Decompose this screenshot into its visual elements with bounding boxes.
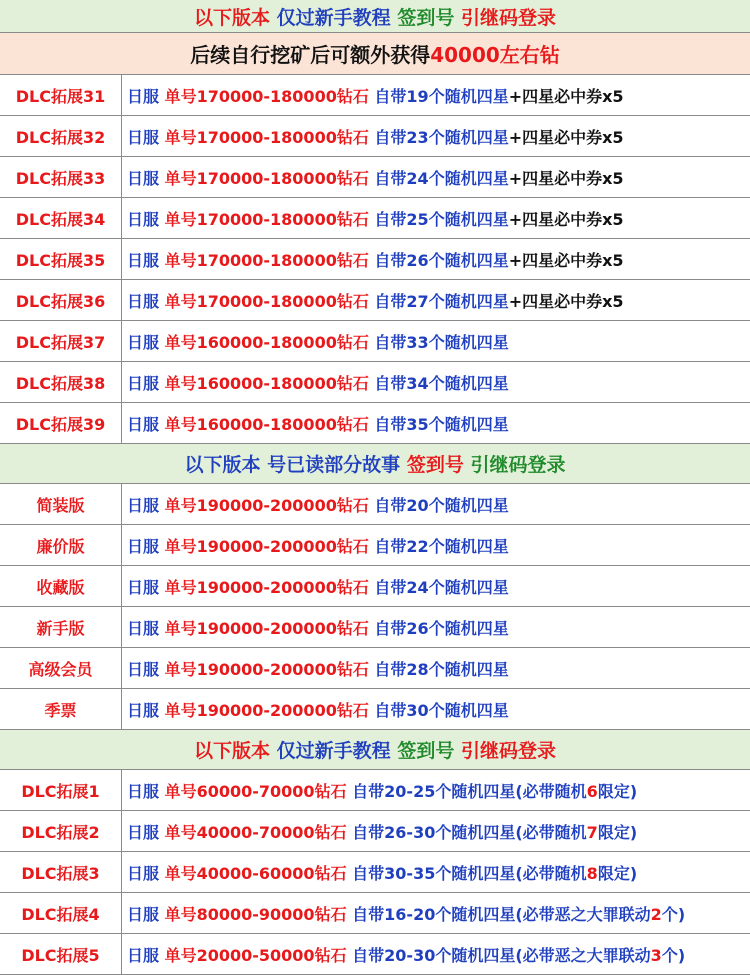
version-name: DLC拓展34 (0, 198, 122, 238)
table-row (0, 116, 750, 157)
diamond-detail: 单号170000-180000钻石 (164, 209, 369, 229)
table-row (0, 689, 750, 730)
diamond-detail: 单号170000-180000钻石 (164, 86, 369, 106)
version-name: DLC拓展38 (0, 362, 122, 402)
version-name: DLC拓展31 (0, 75, 122, 115)
section1-title-b: 仅过新手教程 (276, 6, 391, 29)
version-name: DLC拓展4 (0, 893, 122, 933)
paren-end: 限定) (597, 863, 638, 883)
diamond-detail: 单号170000-180000钻石 (164, 250, 369, 270)
server-label: 日服 (127, 250, 160, 270)
bonus-text: 自带22个随机四星 (374, 536, 509, 556)
server-label: 日服 (127, 168, 160, 188)
server-label: 日服 (127, 127, 160, 147)
paren-text: (必带随机 (515, 822, 587, 842)
section3-title-c: 签到号 (397, 740, 455, 762)
version-name: DLC拓展33 (0, 157, 122, 197)
server-label: 日服 (127, 291, 160, 311)
bonus-text: 自带34个随机四星 (374, 373, 509, 393)
version-name: DLC拓展3 (0, 852, 122, 892)
bonus-text: 自带35个随机四星 (374, 414, 509, 434)
table-row (0, 403, 750, 444)
diamond-detail: 单号170000-180000钻石 (164, 127, 369, 147)
diamond-detail: 单号20000-50000钻石 (164, 945, 347, 965)
bonus-text: 自带30个随机四星 (374, 700, 509, 720)
table-row (0, 484, 750, 525)
bonus-text: 自带24个随机四星 (374, 168, 509, 188)
diamond-detail: 单号190000-200000钻石 (164, 495, 369, 515)
diamond-detail: 单号170000-180000钻石 (164, 291, 369, 311)
version-name: 收藏版 (0, 566, 122, 606)
diamond-detail: 单号190000-200000钻石 (164, 618, 369, 638)
table-row (0, 566, 750, 607)
diamond-detail: 单号190000-200000钻石 (164, 536, 369, 556)
paren-end: 个) (661, 945, 686, 965)
table-row (0, 280, 750, 321)
table-row (0, 934, 750, 975)
paren-end: 个) (661, 904, 686, 924)
table-row (0, 893, 750, 934)
table-row (0, 770, 750, 811)
server-label: 日服 (127, 209, 160, 229)
table-row (0, 75, 750, 116)
section3-header (0, 730, 750, 770)
section3-title-d: 引继码登录 (460, 740, 556, 762)
server-label: 日服 (127, 659, 160, 679)
diamond-detail: 单号80000-90000钻石 (164, 904, 347, 924)
bonus-text: 自带20个随机四星 (374, 495, 509, 515)
version-name: DLC拓展36 (0, 280, 122, 320)
paren-text: (必带随机 (515, 781, 587, 801)
server-label: 日服 (127, 536, 160, 556)
server-label: 日服 (127, 86, 160, 106)
paren-text: (必带恶之大罪联动 (515, 904, 651, 924)
extra-text: +四星必中券x5 (508, 209, 624, 229)
diamond-detail: 单号160000-180000钻石 (164, 332, 369, 352)
server-label: 日服 (127, 700, 160, 720)
paren-text: (必带恶之大罪联动 (515, 945, 651, 965)
diamond-detail: 单号160000-180000钻石 (164, 414, 369, 434)
bonus-text: 自带20-25个随机四星 (352, 781, 516, 801)
version-name: 廉价版 (0, 525, 122, 565)
table-row (0, 362, 750, 403)
version-name: 高级会员 (0, 648, 122, 688)
bonus-text: 自带23个随机四星 (374, 127, 509, 147)
section1-header (0, 0, 750, 33)
version-name: DLC拓展35 (0, 239, 122, 279)
extra-text: +四星必中券x5 (508, 291, 624, 311)
version-name: DLC拓展5 (0, 934, 122, 974)
extra-text: +四星必中券x5 (508, 168, 624, 188)
section2-header (0, 444, 750, 484)
extra-text: +四星必中券x5 (508, 127, 624, 147)
diamond-detail: 单号40000-60000钻石 (164, 863, 347, 883)
server-label: 日服 (127, 618, 160, 638)
section2-title-b: 号已读部分故事 (267, 454, 401, 476)
table-row (0, 607, 750, 648)
server-label: 日服 (127, 495, 160, 515)
bonus-text: 自带28个随机四星 (374, 659, 509, 679)
version-name: 季票 (0, 689, 122, 729)
server-label: 日服 (127, 332, 160, 352)
table-row (0, 811, 750, 852)
extra-text: +四星必中券x5 (508, 86, 624, 106)
section1-note-a: 后续自行挖矿后可额外获得 (190, 43, 431, 67)
section1-title-c: 签到号 (397, 6, 455, 29)
limited-count: 8 (586, 863, 598, 883)
diamond-detail: 单号190000-200000钻石 (164, 700, 369, 720)
server-label: 日服 (127, 577, 160, 597)
limited-count: 3 (650, 945, 662, 965)
server-label: 日服 (127, 781, 160, 801)
server-label: 日服 (127, 904, 160, 924)
paren-end: 限定) (597, 822, 638, 842)
diamond-detail: 单号190000-200000钻石 (164, 577, 369, 597)
section1-note-b: 40000左右钻 (430, 43, 560, 67)
paren-text: (必带随机 (515, 863, 587, 883)
bonus-text: 自带30-35个随机四星 (352, 863, 516, 883)
section3-title-a: 以下版本 (194, 740, 271, 762)
paren-end: 限定) (597, 781, 638, 801)
server-label: 日服 (127, 945, 160, 965)
table-row (0, 157, 750, 198)
bonus-text: 自带25个随机四星 (374, 209, 509, 229)
table-row (0, 852, 750, 893)
version-name: DLC拓展2 (0, 811, 122, 851)
diamond-detail: 单号160000-180000钻石 (164, 373, 369, 393)
bonus-text: 自带26个随机四星 (374, 618, 509, 638)
version-name: DLC拓展1 (0, 770, 122, 810)
bonus-text: 自带20-30个随机四星 (352, 945, 516, 965)
section3-title-b: 仅过新手教程 (276, 740, 391, 762)
server-label: 日服 (127, 863, 160, 883)
table-row (0, 198, 750, 239)
version-name: DLC拓展37 (0, 321, 122, 361)
server-label: 日服 (127, 414, 160, 434)
limited-count: 7 (586, 822, 598, 842)
diamond-detail: 单号60000-70000钻石 (164, 781, 347, 801)
table-row (0, 321, 750, 362)
section2-title-a: 以下版本 (184, 454, 261, 476)
section2-title-c: 签到号 (406, 454, 464, 476)
diamond-detail: 单号170000-180000钻石 (164, 168, 369, 188)
limited-count: 2 (650, 904, 662, 924)
version-name: DLC拓展39 (0, 403, 122, 443)
section1-title-a: 以下版本 (194, 6, 271, 29)
diamond-detail: 单号190000-200000钻石 (164, 659, 369, 679)
version-name: DLC拓展32 (0, 116, 122, 156)
diamond-detail: 单号40000-70000钻石 (164, 822, 347, 842)
table-row (0, 525, 750, 566)
table-row (0, 239, 750, 280)
bonus-text: 自带27个随机四星 (374, 291, 509, 311)
version-name: 新手版 (0, 607, 122, 647)
section2-title-d: 引继码登录 (470, 454, 566, 476)
extra-text: +四星必中券x5 (508, 250, 624, 270)
section1-note (0, 33, 750, 75)
bonus-text: 自带24个随机四星 (374, 577, 509, 597)
bonus-text: 自带26-30个随机四星 (352, 822, 516, 842)
server-label: 日服 (127, 373, 160, 393)
table-row (0, 648, 750, 689)
section1-title-d: 引继码登录 (460, 6, 556, 29)
version-name: 简装版 (0, 484, 122, 524)
limited-count: 6 (586, 781, 598, 801)
server-label: 日服 (127, 822, 160, 842)
bonus-text: 自带26个随机四星 (374, 250, 509, 270)
bonus-text: 自带16-20个随机四星 (352, 904, 516, 924)
bonus-text: 自带19个随机四星 (374, 86, 509, 106)
bonus-text: 自带33个随机四星 (374, 332, 509, 352)
